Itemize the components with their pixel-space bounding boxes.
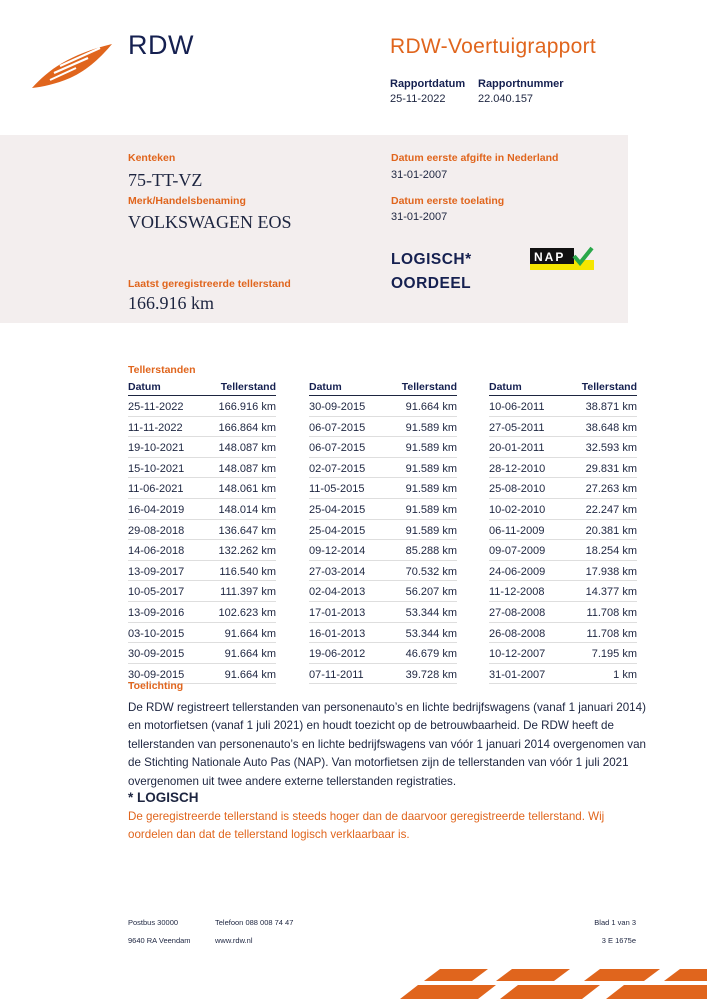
- row-date: 16-04-2019: [128, 503, 185, 516]
- row-tellerstand: 38.648 km: [585, 421, 637, 434]
- table-row: [309, 499, 457, 520]
- verdict-line2: OORDEEL: [391, 275, 472, 292]
- table-row: [489, 499, 637, 520]
- row-date: 15-10-2021: [128, 462, 185, 475]
- svg-text:NAP: NAP: [534, 250, 566, 264]
- row-tellerstand: 70.532 km: [405, 565, 457, 578]
- footer-web-link[interactable]: www.rdw.nl: [215, 936, 253, 945]
- footer-page: Blad 1 van 3: [594, 918, 636, 927]
- nap-checkmark-icon: [530, 246, 594, 270]
- row-date: 02-04-2013: [309, 586, 366, 599]
- table-row: [128, 540, 276, 561]
- table-row: [128, 499, 276, 520]
- row-date: 30-09-2015: [309, 401, 366, 413]
- row-tellerstand: 53.344 km: [405, 606, 457, 619]
- logisch-heading: * LOGISCH: [128, 790, 199, 805]
- row-date: 06-11-2009: [489, 524, 545, 537]
- row-date: 27-03-2014: [309, 565, 366, 578]
- row-date: 10-02-2010: [489, 503, 546, 516]
- row-tellerstand: 91.589 km: [405, 483, 457, 496]
- row-tellerstand: 53.344 km: [405, 627, 457, 640]
- row-tellerstand: 38.871 km: [585, 401, 637, 413]
- table-row: [309, 458, 457, 479]
- row-date: 10-12-2007: [489, 648, 546, 661]
- row-tellerstand: 91.664 km: [224, 668, 276, 681]
- table-row: [309, 643, 457, 664]
- rapportnummer-value: 22.040.157: [478, 93, 534, 105]
- row-tellerstand: 27.263 km: [585, 483, 637, 496]
- row-date: 13-09-2017: [128, 565, 185, 578]
- row-date: 11-06-2021: [128, 483, 184, 496]
- merk-value: VOLKSWAGEN EOS: [128, 212, 292, 232]
- row-tellerstand: 132.262 km: [218, 545, 276, 558]
- row-date: 25-04-2015: [309, 503, 366, 516]
- table-row: [489, 396, 637, 417]
- row-date: 25-11-2022: [128, 401, 184, 413]
- row-date: 06-07-2015: [309, 442, 366, 455]
- row-date: 16-01-2013: [309, 627, 366, 640]
- row-date: 25-04-2015: [309, 524, 366, 537]
- row-tellerstand: 91.589 km: [405, 442, 457, 455]
- row-tellerstand: 91.589 km: [405, 524, 457, 537]
- row-date: 10-05-2017: [128, 586, 185, 599]
- rapportnummer-label: Rapportnummer: [478, 78, 564, 90]
- tellerstand-header: Tellerstand: [401, 381, 457, 393]
- table-row: [309, 396, 457, 417]
- row-date: 30-09-2015: [128, 668, 185, 681]
- datum-header: Datum: [309, 381, 342, 393]
- row-tellerstand: 116.540 km: [219, 565, 276, 578]
- row-date: 14-06-2018: [128, 545, 185, 558]
- table-row: [309, 664, 457, 685]
- row-tellerstand: 85.288 km: [405, 545, 457, 558]
- table-row: [489, 623, 637, 644]
- table-row: [128, 643, 276, 664]
- merk-label: Merk/Handelsbenaming: [128, 195, 246, 207]
- row-date: 27-05-2011: [489, 421, 545, 434]
- row-tellerstand: 20.381 km: [585, 524, 637, 537]
- row-date: 11-11-2022: [128, 421, 183, 434]
- datum-header: Datum: [489, 381, 522, 393]
- row-date: 19-06-2012: [309, 648, 366, 661]
- tellerstanden-column-1: [128, 381, 276, 684]
- row-date: 09-12-2014: [309, 545, 366, 558]
- footer-postbus: Postbus 30000: [128, 918, 179, 927]
- row-tellerstand: 39.728 km: [405, 668, 457, 681]
- kenteken-value: 75-TT-VZ: [128, 170, 203, 190]
- table-row: [309, 520, 457, 541]
- table-row: [128, 437, 276, 458]
- row-date: 24-06-2009: [489, 565, 546, 578]
- table-row: [309, 602, 457, 623]
- table-row: [309, 478, 457, 499]
- row-tellerstand: 148.014 km: [218, 503, 276, 516]
- row-tellerstand: 166.864 km: [218, 421, 276, 434]
- row-date: 13-09-2016: [128, 606, 185, 619]
- row-tellerstand: 91.664 km: [224, 627, 276, 640]
- table-row: [489, 458, 637, 479]
- row-tellerstand: 166.916 km: [218, 401, 276, 413]
- row-date: 20-01-2011: [489, 442, 545, 455]
- datum-header: Datum: [128, 381, 161, 393]
- row-tellerstand: 91.664 km: [224, 648, 276, 661]
- tellerstand-label: Laatst geregistreerde tellerstand: [128, 278, 291, 290]
- table-row: [489, 602, 637, 623]
- table-row: [489, 417, 637, 438]
- row-tellerstand: 91.589 km: [405, 462, 457, 475]
- row-date: 03-10-2015: [128, 627, 185, 640]
- column-header: [309, 381, 457, 396]
- tellerstanden-column-2: [309, 381, 457, 684]
- table-row: [489, 581, 637, 602]
- row-date: 27-08-2008: [489, 606, 546, 619]
- table-row: [309, 437, 457, 458]
- row-tellerstand: 91.589 km: [405, 421, 457, 434]
- table-row: [489, 643, 637, 664]
- row-date: 19-10-2021: [128, 442, 185, 455]
- row-tellerstand: 148.087 km: [218, 442, 276, 455]
- rapportdatum-label: Rapportdatum: [390, 78, 466, 90]
- footer-code: 3 E 1675e: [601, 936, 636, 945]
- table-row: [489, 520, 637, 541]
- row-tellerstand: 22.247 km: [585, 503, 637, 516]
- row-date: 29-08-2018: [128, 524, 185, 537]
- row-date: 31-01-2007: [489, 668, 546, 681]
- rdw-logo-icon: [30, 40, 118, 92]
- afgifte-value: 31-01-2007: [391, 169, 448, 181]
- table-row: [128, 396, 276, 417]
- toelichting-title: Toelichting: [128, 680, 184, 692]
- tellerstanden-column-3: [489, 381, 637, 684]
- tellerstand-value: 166.916 km: [128, 293, 215, 313]
- table-row: [128, 581, 276, 602]
- afgifte-label: Datum eerste afgifte in Nederland: [391, 152, 559, 164]
- column-header: [128, 381, 276, 396]
- row-tellerstand: 148.087 km: [218, 462, 276, 475]
- tellerstand-header: Tellerstand: [220, 381, 276, 393]
- row-date: 30-09-2015: [128, 648, 185, 661]
- row-date: 25-08-2010: [489, 483, 546, 496]
- row-date: 02-07-2015: [309, 462, 366, 475]
- row-tellerstand: 1 km: [613, 668, 637, 681]
- row-date: 26-08-2008: [489, 627, 546, 640]
- row-tellerstand: 29.831 km: [585, 462, 637, 475]
- report-title: RDW-Voertuigrapport: [390, 35, 597, 58]
- row-date: 11-12-2008: [489, 586, 545, 599]
- table-row: [128, 458, 276, 479]
- table-row: [489, 540, 637, 561]
- verdict-line1: LOGISCH*: [391, 251, 472, 268]
- table-row: [309, 581, 457, 602]
- row-tellerstand: 56.207 km: [405, 586, 457, 599]
- table-row: [128, 561, 276, 582]
- footer-phone: Telefoon 088 008 74 47: [215, 918, 294, 927]
- row-tellerstand: 91.589 km: [405, 503, 457, 516]
- row-tellerstand: 91.664 km: [405, 401, 457, 413]
- row-tellerstand: 7.195 km: [591, 648, 637, 661]
- row-tellerstand: 11.708 km: [586, 627, 637, 640]
- row-tellerstand: 111.397 km: [220, 586, 276, 599]
- table-row: [489, 437, 637, 458]
- table-row: [128, 417, 276, 438]
- table-row: [128, 602, 276, 623]
- logisch-text: De geregistreerde tellerstand is steeds hoger dan de daarvoor geregistreerde tellerstand. Wij oordelen dan dat de tellerstand logisch verklaarbaar is.: [128, 810, 605, 842]
- tellerstand-header: Tellerstand: [581, 381, 637, 393]
- toelichting-text: De RDW registreert tellerstanden van personenauto’s en lichte bedrijfswagens (vanaf 1 januari 2014) en motorfietsen (vanaf 1 juli 2021) en houdt toezicht op de betrouwbaarheid. De RDW heeft de tellerstanden van personenauto’s en lichte bedrijfswagens van vóór 1 januari 2014 overgenomen van de Stichting Nationale Auto Pas (NAP). Van motorfietsen zijn de tellerstanden van vóór 1 juli 2021 overgenomen uit twee andere externe tellerstanden registraties.: [128, 701, 646, 788]
- footer-address: 9640 RA Veendam: [128, 936, 191, 945]
- org-name: RDW: [128, 30, 194, 60]
- row-tellerstand: 11.708 km: [586, 606, 637, 619]
- row-date: 06-07-2015: [309, 421, 366, 434]
- row-tellerstand: 102.623 km: [218, 606, 276, 619]
- row-date: 09-07-2009: [489, 545, 546, 558]
- row-tellerstand: 46.679 km: [405, 648, 457, 661]
- footer-stripes-icon: [400, 965, 707, 1000]
- toelating-label: Datum eerste toelating: [391, 195, 505, 207]
- table-row: [489, 561, 637, 582]
- row-tellerstand: 148.061 km: [218, 483, 276, 496]
- row-date: 10-06-2011: [489, 401, 545, 413]
- table-row: [489, 478, 637, 499]
- tellerstanden-title: Tellerstanden: [128, 364, 196, 376]
- table-row: [128, 478, 276, 499]
- table-row: [128, 623, 276, 644]
- table-row: [309, 540, 457, 561]
- row-tellerstand: 14.377 km: [585, 586, 637, 599]
- row-date: 28-12-2010: [489, 462, 546, 475]
- table-row: [309, 623, 457, 644]
- toelating-value: 31-01-2007: [391, 211, 448, 223]
- rapportdatum-value: 25-11-2022: [390, 93, 446, 105]
- table-row: [128, 520, 276, 541]
- row-date: 07-11-2011: [309, 668, 364, 681]
- table-row: [309, 561, 457, 582]
- kenteken-label: Kenteken: [128, 152, 176, 164]
- row-tellerstand: 17.938 km: [585, 565, 637, 578]
- row-date: 17-01-2013: [309, 606, 366, 619]
- row-tellerstand: 18.254 km: [585, 545, 637, 558]
- column-header: [489, 381, 637, 396]
- table-row: [309, 417, 457, 438]
- table-row: [489, 664, 637, 685]
- row-tellerstand: 136.647 km: [218, 524, 276, 537]
- row-date: 11-05-2015: [309, 483, 365, 496]
- row-tellerstand: 32.593 km: [585, 442, 637, 455]
